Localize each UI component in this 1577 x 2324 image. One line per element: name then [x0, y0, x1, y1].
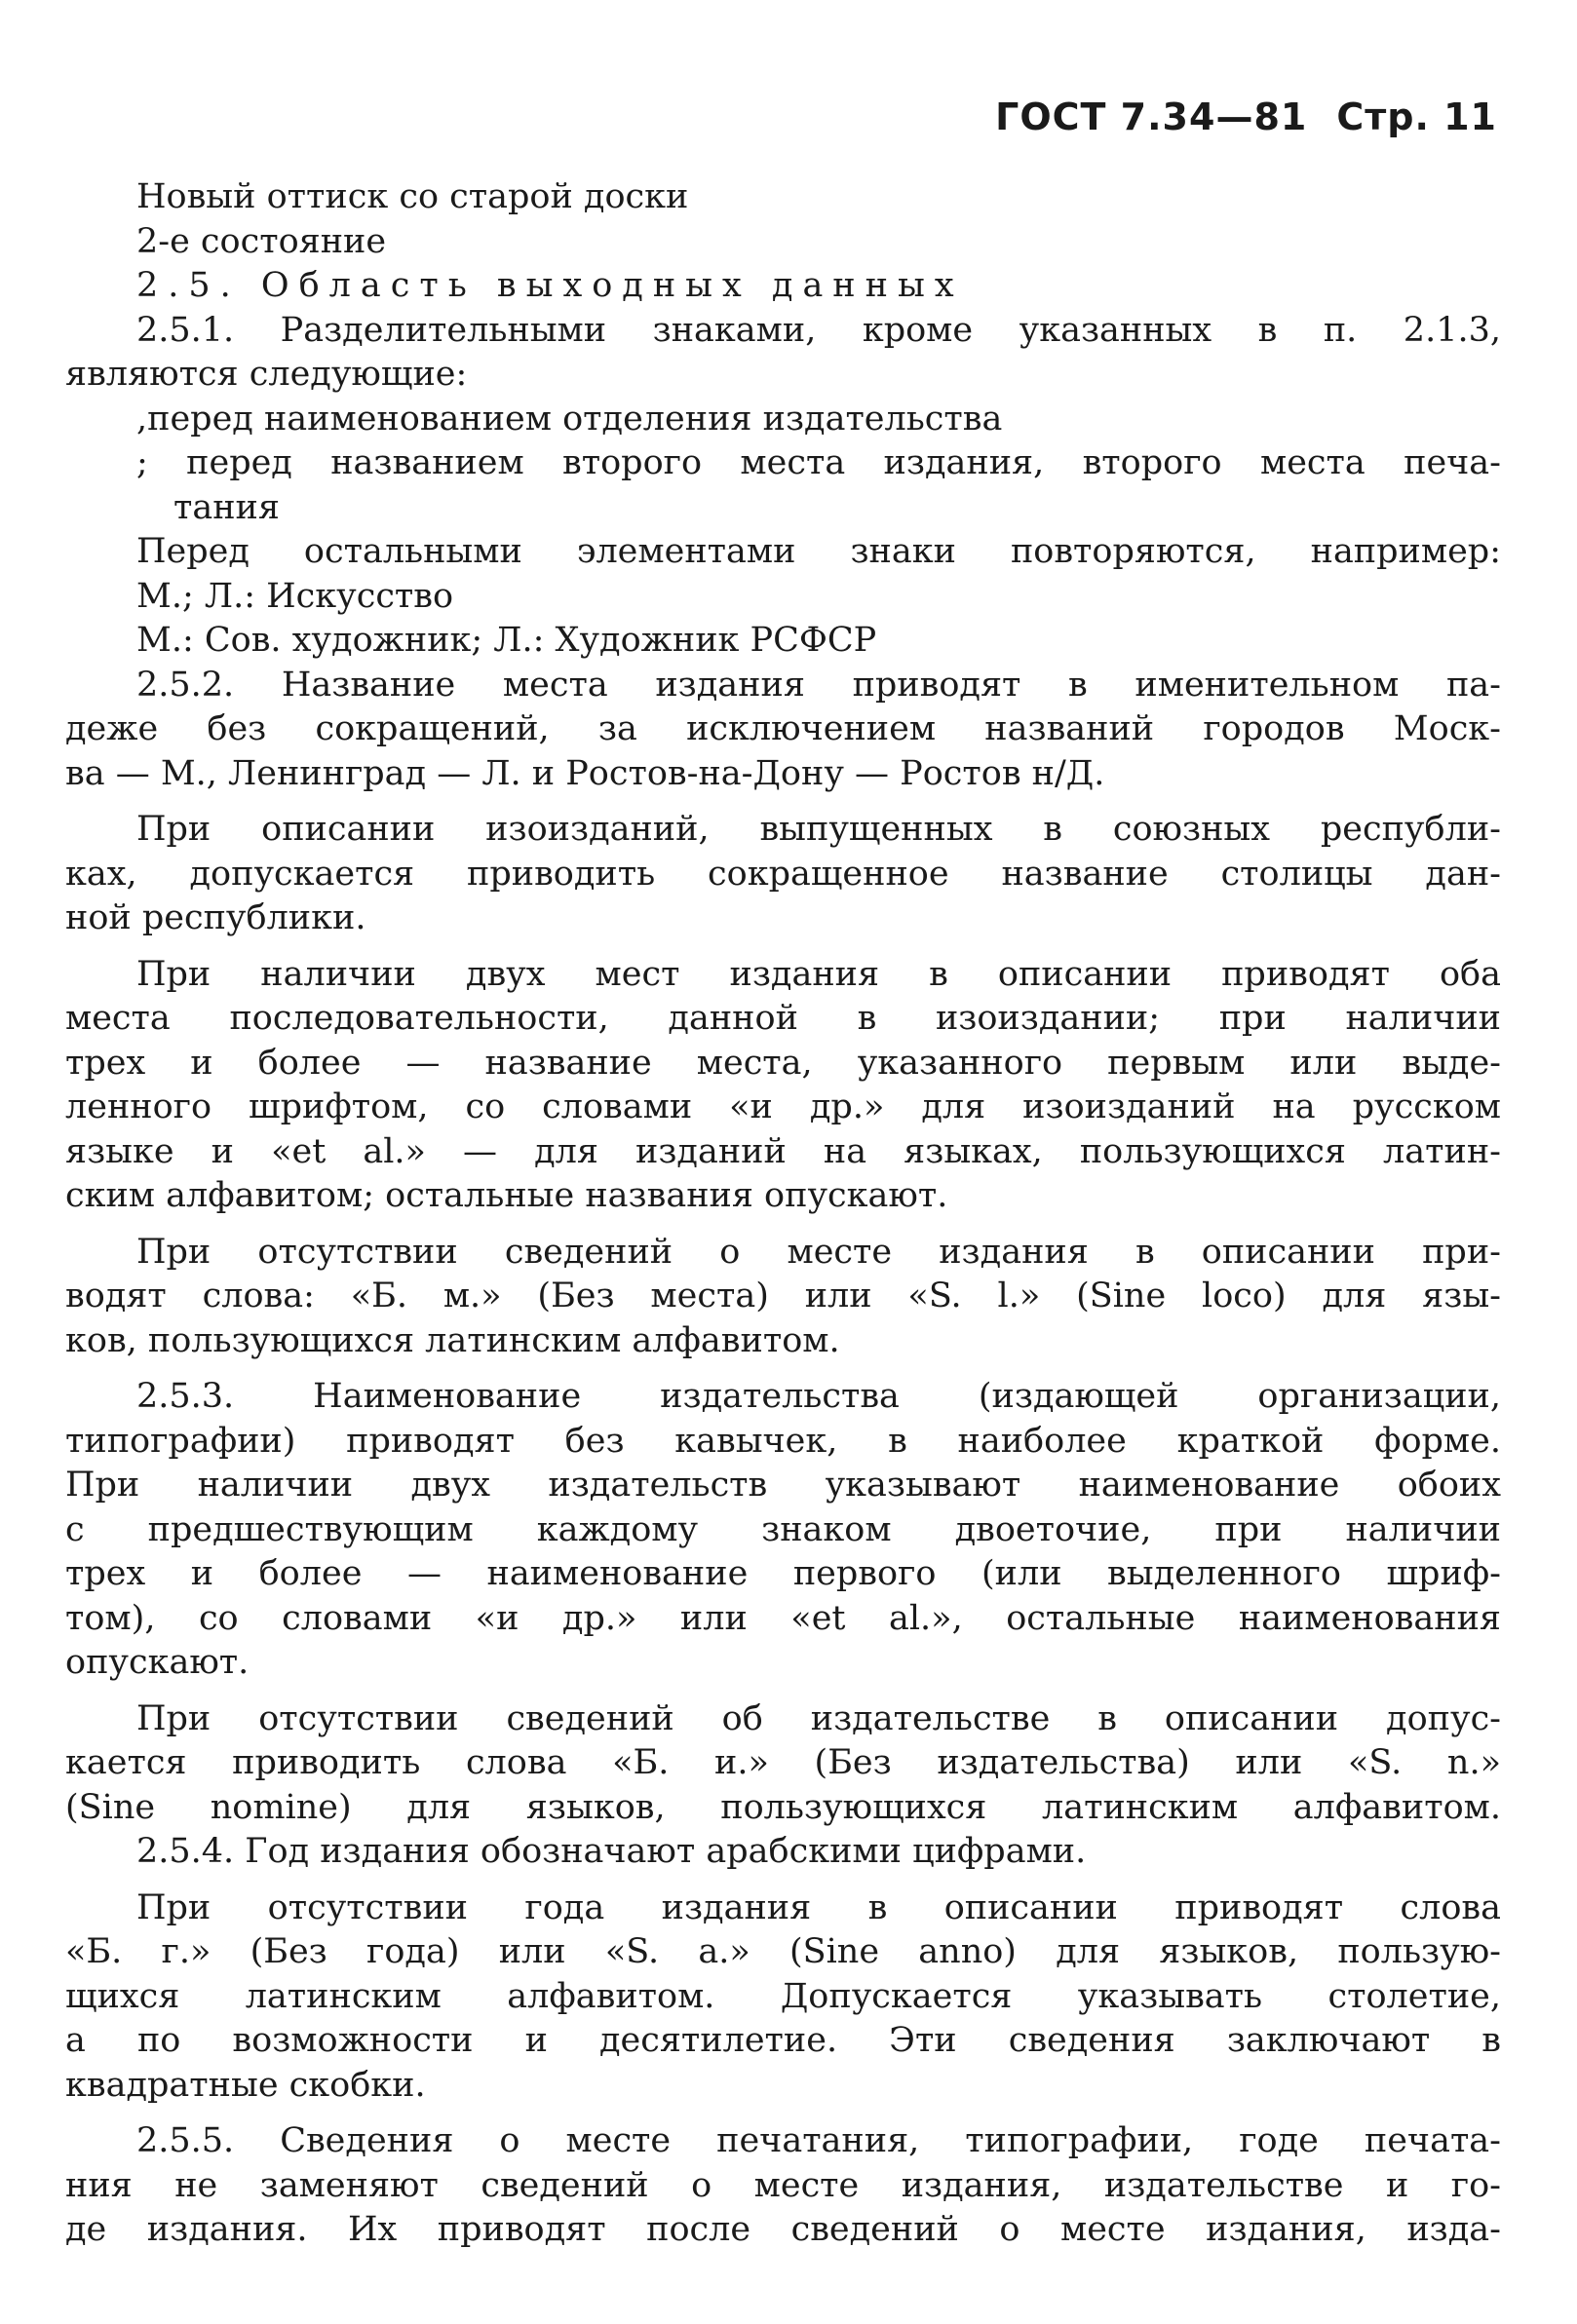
- text-line: (Sine nomine) для языков, пользующихся латинским алфавитом.: [65, 1787, 1501, 1827]
- text-line: ния не заменяют сведений о месте издания, издательстве и го-: [65, 2165, 1501, 2205]
- text-line: водят слова: «Б. м.» (Без места) или «S. l.» (Sine loco) для язы-: [65, 1276, 1501, 1315]
- text-line: 2.5.2. Название места издания приводят в именительном па-: [136, 665, 1501, 705]
- text-line: ,перед наименованием отделения издательства: [136, 399, 1003, 438]
- text-line: являются следующие:: [65, 355, 468, 394]
- text-line: трех и более — наименование первого (или выделенного шриф-: [65, 1554, 1501, 1593]
- text-line: ским алфавитом; остальные названия опускают.: [65, 1176, 948, 1215]
- text-line: ков, пользующихся латинским алфавитом.: [65, 1320, 840, 1360]
- text-line: места последовательности, данной в изоиздании; при наличии: [65, 999, 1501, 1038]
- text-line: При отсутствии сведений об издательстве в описании допус-: [136, 1698, 1501, 1738]
- text-line: При наличии двух мест издания в описании приводят оба: [136, 954, 1501, 994]
- text-line: а по возможности и десятилетие. Эти сведения заключают в: [65, 2021, 1501, 2060]
- text-line: ленного шрифтом, со словами «и др.» для изоизданий на русском: [65, 1087, 1501, 1126]
- example-line: М.; Л.: Искусство: [136, 576, 454, 616]
- page-number: Стр. 11: [1336, 95, 1497, 138]
- text-line: ной республики.: [65, 898, 366, 937]
- text-line: типографии) приводят без кавычек, в наиболее краткой форме.: [65, 1421, 1501, 1461]
- text-line: При отсутствии года издания в описании приводят слова: [136, 1887, 1501, 1927]
- text-line: том), со словами «и др.» или «et al.», остальные наименования: [65, 1598, 1501, 1638]
- text-line: квадратные скобки.: [65, 2065, 426, 2105]
- text-line: опускают.: [65, 1643, 250, 1682]
- text-line: трех и более — название места, указанного первым или выде-: [65, 1043, 1501, 1083]
- example-line: М.: Сов. художник; Л.: Художник РСФСР: [136, 621, 877, 660]
- text-line: ; перед названием второго места издания, второго места печа-: [136, 443, 1501, 482]
- page-header: [966, 95, 1497, 138]
- text-line: 2-е состояние: [136, 221, 387, 261]
- text-line: 2.5.3. Наименование издательства (издающей организации,: [136, 1377, 1501, 1416]
- text-line: деже без сокращений, за исключением названий городов Моск-: [65, 709, 1501, 748]
- document-body: [65, 175, 1501, 2253]
- text-line: с предшествующим каждому знаком двоеточие, при наличии: [65, 1509, 1501, 1549]
- text-line: При описании изоизданий, выпущенных в союзных республи-: [136, 810, 1501, 849]
- text-line: 2.5.1. Разделительными знаками, кроме указанных в п. 2.1.3,: [136, 310, 1501, 350]
- text-line: 2.5.4. Год издания обозначают арабскими цифрами.: [136, 1832, 1087, 1871]
- text-line: 2.5.5. Сведения о месте печатания, типографии, годе печата-: [136, 2121, 1501, 2160]
- text-line: языке и «et al.» — для изданий на языках, пользующихся латин-: [65, 1131, 1501, 1171]
- standard-number: ГОСТ 7.34—81: [995, 95, 1308, 138]
- text-line: Перед остальными элементами знаки повторяются, например:: [136, 532, 1501, 571]
- text-line: щихся латинским алфавитом. Допускается указывать столетие,: [65, 1976, 1501, 2016]
- text-line: ва — М., Ленинград — Л. и Ростов-на-Дону — Ростов н/Д.: [65, 753, 1105, 793]
- text-line: «Б. г.» (Без года) или «S. a.» (Sine anno) для языков, пользую-: [65, 1932, 1501, 1971]
- text-line: де издания. Их приводят после сведений о месте издания, изда-: [65, 2210, 1501, 2249]
- text-line: кается приводить слова «Б. и.» (Без издательства) или «S. n.»: [65, 1743, 1501, 1782]
- text-line: При наличии двух издательств указывают наименование обоих: [65, 1466, 1501, 1505]
- text-line: тания: [173, 487, 280, 527]
- section-heading: 2.5. Область выходных данных: [136, 266, 964, 305]
- text-line: Новый оттиск со старой доски: [136, 177, 689, 216]
- text-line: ках, допускается приводить сокращенное название столицы дан-: [65, 854, 1501, 894]
- text-line: При отсутствии сведений о месте издания в описании при-: [136, 1232, 1501, 1272]
